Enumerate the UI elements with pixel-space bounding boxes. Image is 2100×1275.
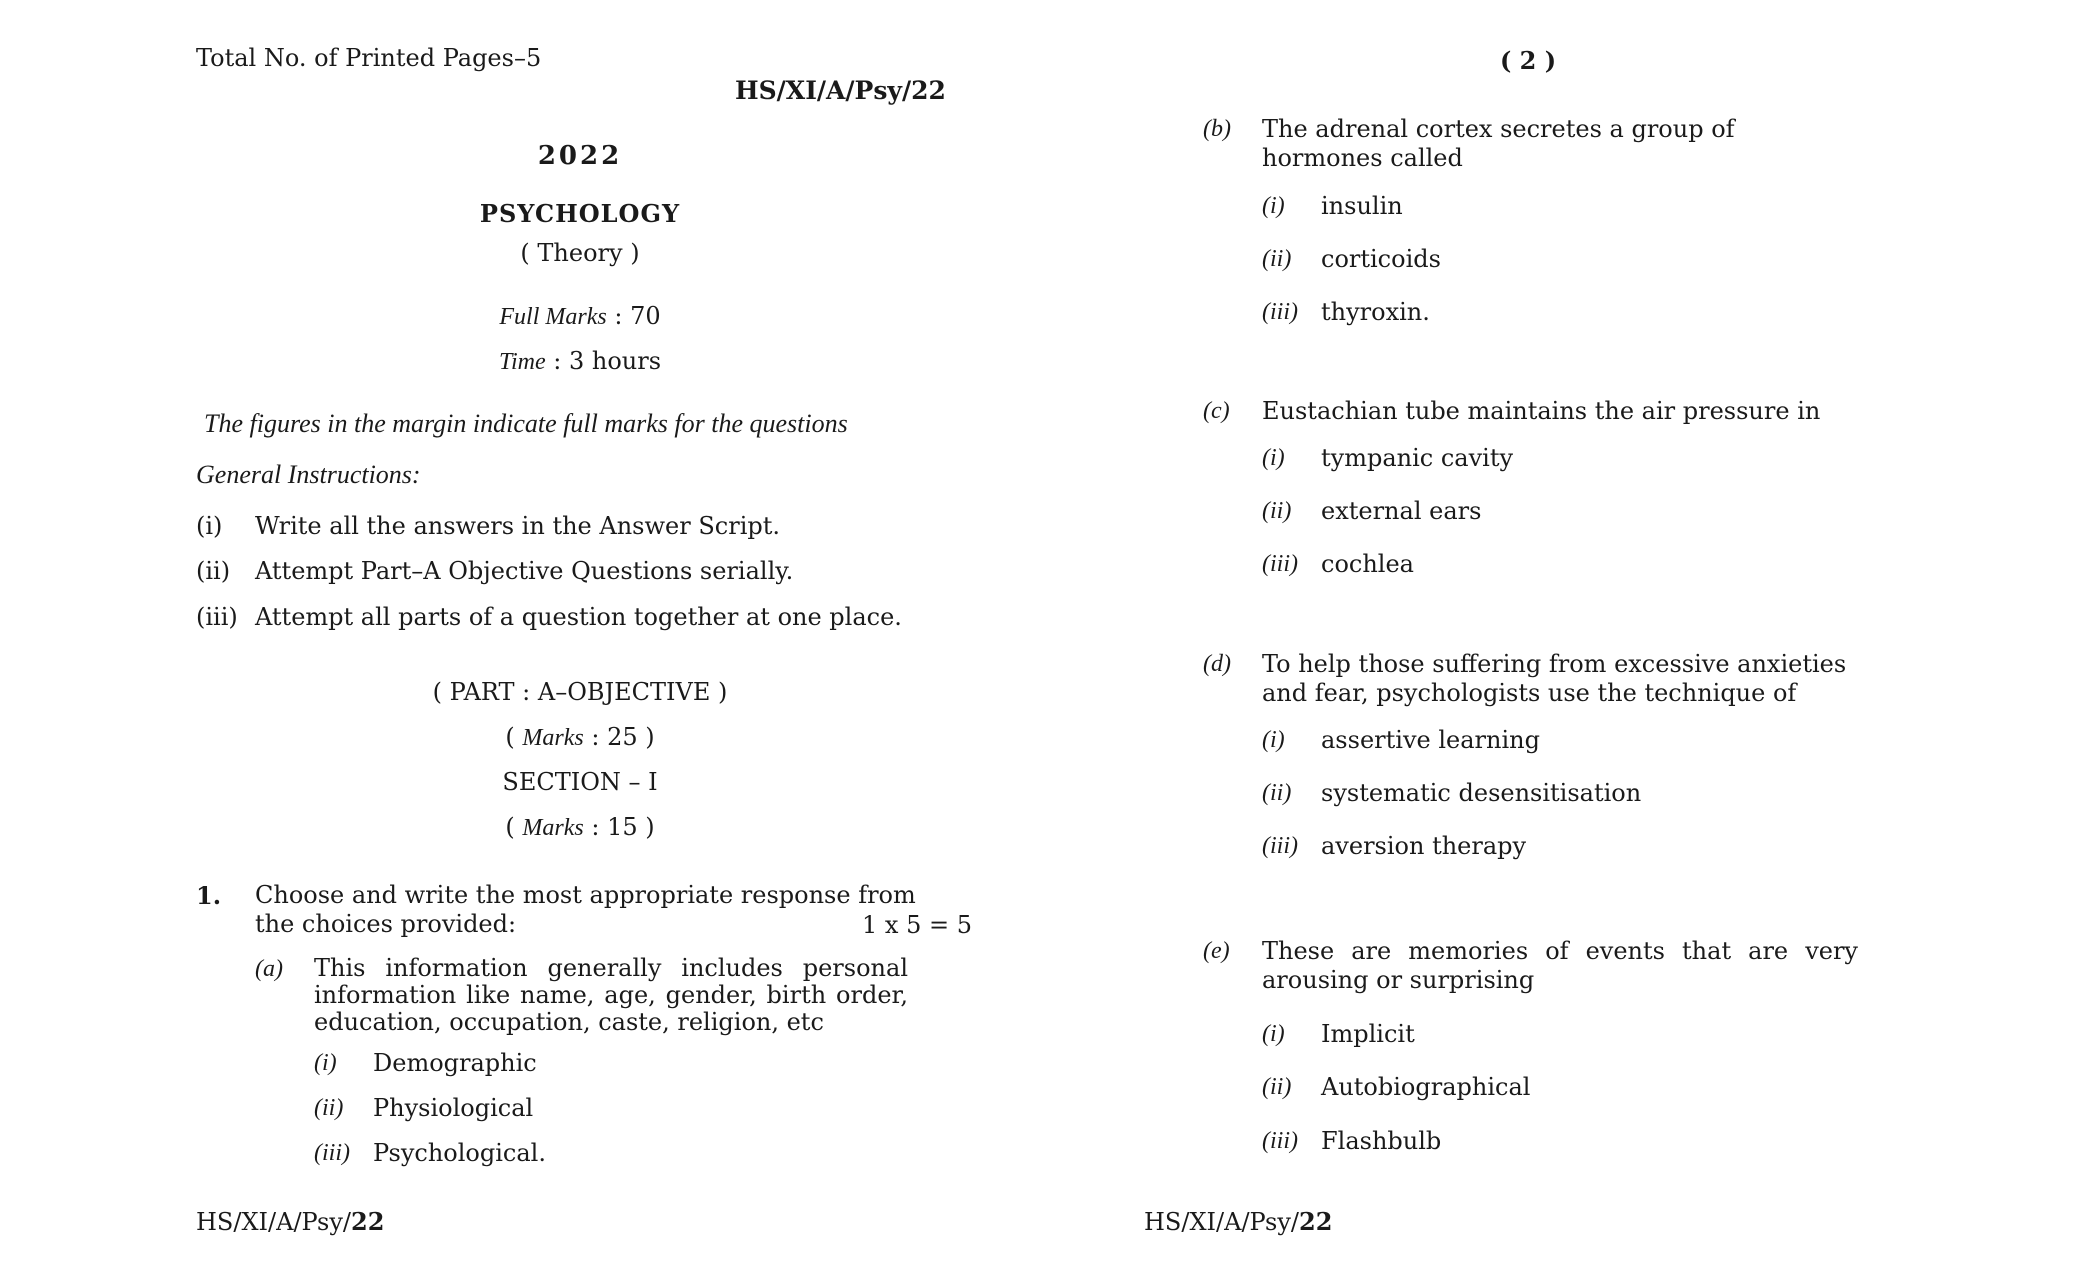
subquestion-text: The adrenal cortex secretes a group of hormones called: [1262, 115, 1735, 172]
footer-year: 22: [351, 1207, 385, 1236]
footer-prefix: HS/XI/A/Psy/: [1144, 1208, 1299, 1236]
option-text: Autobiographical: [1321, 1073, 1531, 1101]
section-title: SECTION – I: [502, 768, 658, 796]
option-text: thyroxin.: [1321, 298, 1430, 326]
full-marks-value: : 70: [606, 302, 661, 330]
option-text: tympanic cavity: [1321, 444, 1514, 472]
option-text: Psychological.: [373, 1139, 546, 1167]
option-text: Demographic: [373, 1049, 537, 1077]
section-marks: [505, 813, 654, 843]
option-text: Flashbulb: [1321, 1127, 1442, 1155]
option-text: aversion therapy: [1321, 832, 1527, 860]
part-marks: [505, 723, 654, 753]
question-stem-line2: the choices provided:: [255, 910, 517, 938]
option-number: (ii): [1262, 498, 1292, 524]
subquestion-label: (b): [1203, 116, 1231, 142]
exam-year: 2022: [537, 141, 623, 171]
footer-code-right: [1144, 1207, 1332, 1237]
paren-open: (: [505, 813, 523, 841]
option-text: Physiological: [373, 1094, 534, 1122]
option-number: (i): [1262, 1021, 1285, 1047]
subquestion-text: To help those suffering from excessive anxieties and fear, psychologists use the technique of: [1262, 650, 1847, 707]
page-number: ( 2 ): [1499, 46, 1557, 75]
option-number: (iii): [1262, 1128, 1298, 1154]
question-stem-line1: Choose and write the most appropriate response from: [255, 881, 916, 909]
paper-code-header: HS/XI/A/Psy/22: [735, 76, 946, 105]
option-text: systematic desensitisation: [1321, 779, 1642, 807]
option-text: cochlea: [1321, 550, 1414, 578]
option-number: (ii): [1262, 246, 1292, 272]
subject-title: PSYCHOLOGY: [479, 199, 681, 228]
full-marks-label: Full Marks: [499, 304, 607, 330]
subquestion-text: This information generally includes personal information like name, age, gender, birth order, education, occupation, caste, religion, etc: [314, 954, 908, 1036]
option-number: (iii): [314, 1140, 350, 1166]
subquestion-text: These are memories of events that are very arousing or surprising: [1262, 937, 1858, 994]
time-value: : 3 hours: [545, 347, 662, 375]
option-number: (i): [314, 1050, 337, 1076]
subquestion-label: (d): [1203, 651, 1231, 677]
section-marks-label: Marks: [522, 815, 584, 841]
exam-time: [499, 347, 661, 377]
option-text: insulin: [1321, 192, 1403, 220]
paper-type: ( Theory ): [520, 239, 640, 267]
option-text: Implicit: [1321, 1020, 1415, 1048]
full-marks: [499, 302, 660, 332]
footer-prefix: HS/XI/A/Psy/: [196, 1208, 351, 1236]
part-marks-label: Marks: [522, 725, 584, 751]
paren-open: (: [505, 723, 523, 751]
question-number: 1.: [196, 881, 222, 910]
instruction-number: (ii): [196, 557, 231, 585]
total-pages-text: Total No. of Printed Pages–5: [196, 44, 542, 72]
option-number: (ii): [1262, 780, 1292, 806]
option-number: (i): [1262, 445, 1285, 471]
instruction-number: (iii): [196, 603, 238, 631]
subquestion-label: (a): [255, 956, 283, 982]
option-text: external ears: [1321, 497, 1482, 525]
option-number: (iii): [1262, 299, 1298, 325]
instruction-text: Write all the answers in the Answer Script.: [255, 512, 780, 540]
subquestion-text: Eustachian tube maintains the air pressure in: [1262, 397, 1821, 425]
option-number: (i): [1262, 193, 1285, 219]
option-number: (ii): [1262, 1074, 1292, 1100]
part-title: ( PART : A–OBJECTIVE ): [432, 678, 728, 706]
subquestion-label: (c): [1203, 398, 1230, 424]
question-marks: 1 x 5 = 5: [862, 911, 972, 939]
part-marks-value: : 25 ): [583, 723, 655, 751]
footer-year: 22: [1299, 1207, 1333, 1236]
option-number: (ii): [314, 1095, 344, 1121]
instruction-text: Attempt Part–A Objective Questions serially.: [255, 557, 794, 585]
time-label: Time: [498, 349, 546, 375]
margin-note: The figures in the margin indicate full marks for the questions: [204, 409, 848, 438]
option-number: (iii): [1262, 833, 1298, 859]
instruction-text: Attempt all parts of a question together at one place.: [255, 603, 902, 631]
section-marks-value: : 15 ): [583, 813, 655, 841]
subquestion-label: (e): [1203, 938, 1230, 964]
option-text: assertive learning: [1321, 726, 1540, 754]
option-text: corticoids: [1321, 245, 1441, 273]
footer-code-left: [196, 1207, 384, 1237]
instructions-heading: General Instructions:: [196, 460, 421, 489]
instruction-number: (i): [196, 512, 223, 540]
option-number: (iii): [1262, 551, 1298, 577]
option-number: (i): [1262, 727, 1285, 753]
